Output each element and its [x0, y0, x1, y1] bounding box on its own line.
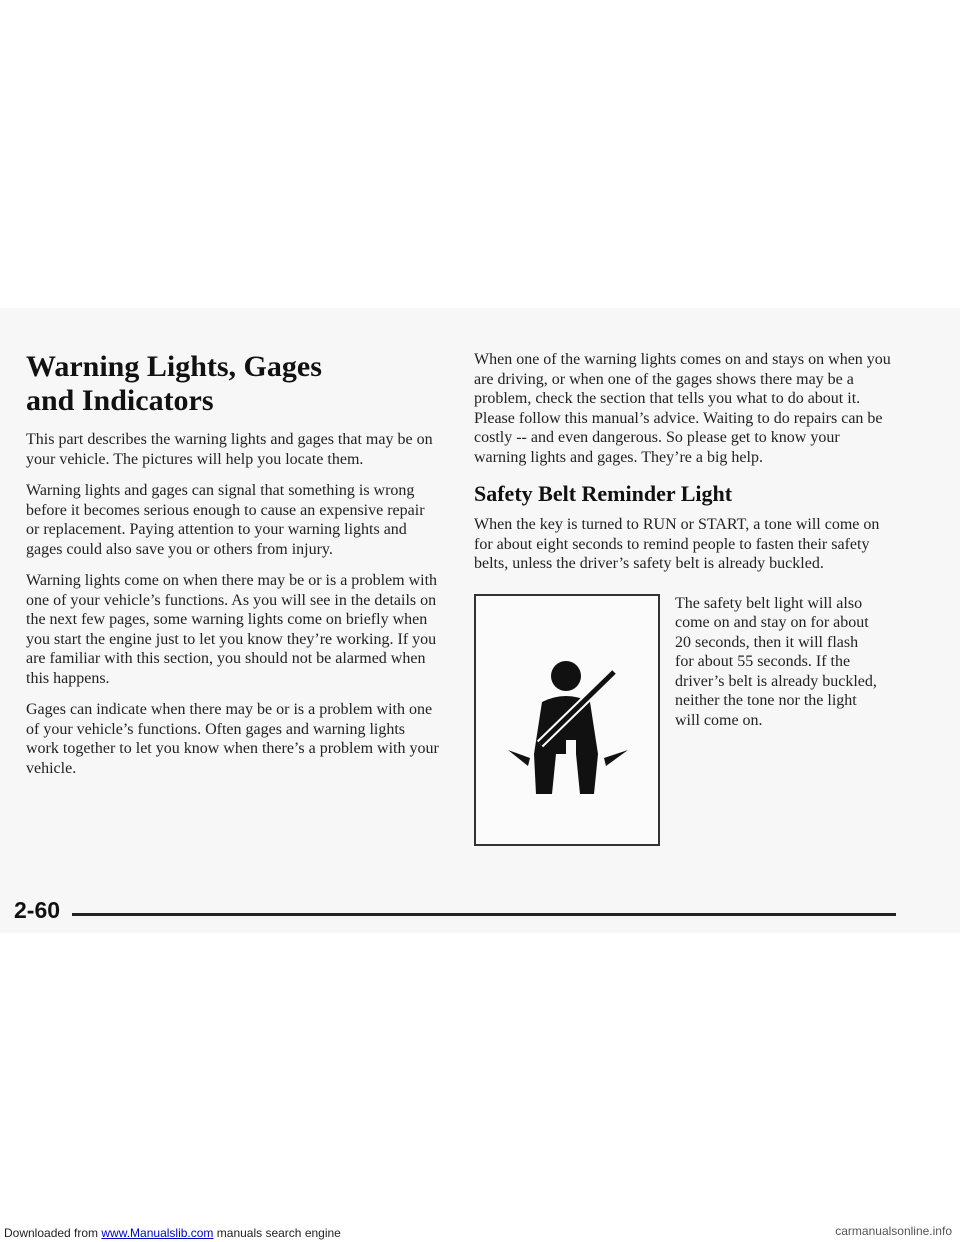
watermark-prefix: Downloaded from	[4, 1226, 102, 1240]
page-footer	[14, 892, 884, 928]
download-watermark	[4, 1226, 341, 1240]
section-title: Safety Belt Reminder Light	[474, 481, 733, 506]
watermark-suffix: manuals search engine	[213, 1226, 341, 1240]
title-line-2: and Indicators	[26, 384, 214, 417]
manualslib-link[interactable]: www.Manualslib.com	[101, 1226, 214, 1240]
safety-belt-row	[474, 594, 894, 852]
footer-rule	[72, 913, 896, 916]
gages-paragraph: Gages can indicate when there may be or is a problem with one of your vehicle’s functions. Often gages and warning lights work together to let you know when there’s a problem with your vehicle.	[26, 701, 439, 777]
title-line-1: Warning Lights, Gages	[26, 350, 322, 383]
safety-belt-icon	[506, 654, 630, 804]
warning-paragraph: Warning lights and gages can signal that something is wrong before it becomes serious enough to cause an expensive repair or replacement. Paying attention to your warning lights and gages could also save you or others from injury.	[26, 482, 425, 558]
section-paragraph: When the key is turned to RUN or START, a tone will come on for about eight seconds to remind people to fasten their safety belts, unless the driver’s safety belt is already buckled.	[474, 516, 880, 572]
safety-belt-icon-box	[474, 594, 660, 846]
site-watermark: carmanualsonline.info	[835, 1224, 952, 1238]
left-column	[26, 350, 441, 790]
right-intro-paragraph: When one of the warning lights comes on and stays on when you are driving, or when one of the gages shows there may be a problem, check the section that tells you what to do about it. Please follow this manual’s advice. Waiting to do repairs can be costly -- and even dangerous. So please get to know your warning lights and gages. They’re a big help.	[474, 351, 891, 466]
page-title	[26, 350, 441, 418]
safety-belt-text: The safety belt light will also come on and stay on for about 20 seconds, then it will flash for about 55 seconds. If the driver’s belt is already buckled, neither the tone nor the light will come on.	[675, 594, 877, 729]
right-column	[474, 350, 894, 852]
lights-paragraph: Warning lights come on when there may be or is a problem with one of your vehicle’s functions. As you will see in the details on the next few pages, some warning lights come on briefly when you start the engine just to let you know they’re working. If you are familiar with this section, you should not be alarmed when this happens.	[26, 572, 438, 687]
page-number: 2-60	[14, 897, 61, 923]
intro-paragraph: This part describes the warning lights and gages that may be on your vehicle. The pictures will help you locate them.	[26, 431, 433, 468]
